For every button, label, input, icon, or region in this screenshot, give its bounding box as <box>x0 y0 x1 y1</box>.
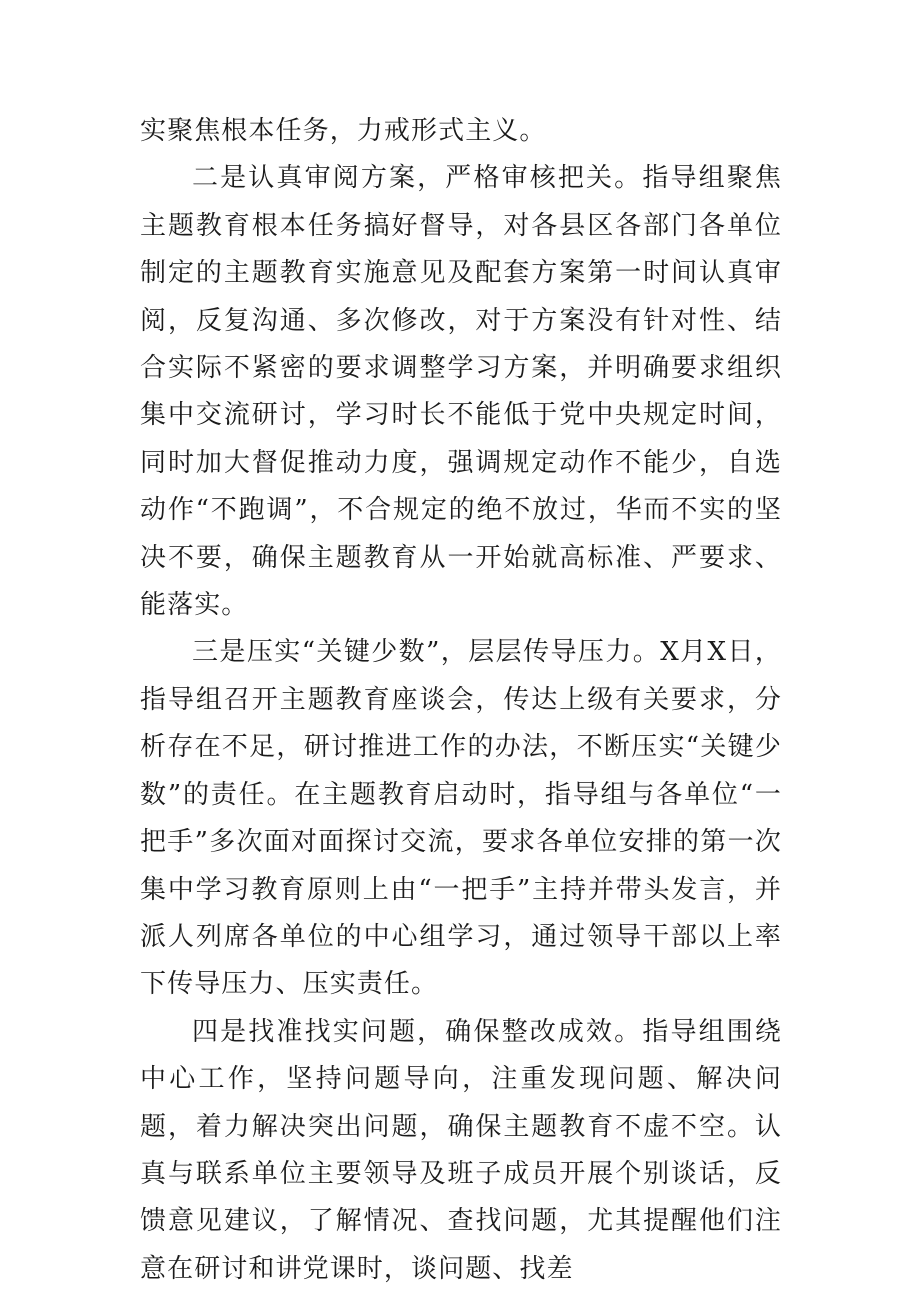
paragraph-review-plans: 二是认真审阅方案，严格审核把关。指导组聚焦主题教育根本任务搞好督导，对各县区各部门各单位制定的主题教育实施意见及配套方案第一时间认真审阅，反复沟通、多次修改，对于方案没有针对性、结合实际不紧密的要求调整学习方案，并明确要求组织集中交流研讨，学习时长不能低于党中央规定时间，同时加大督促推动力度，强调规定动作不能少，自选动作“不跑调”，不合规定的绝不放过，华而不实的坚决不要，确保主题教育从一开始就高标准、严要求、能落实。 <box>140 163 782 621</box>
paragraph-find-problems: 四是找准找实问题，确保整改成效。指导组围绕中心工作，坚持问题导向，注重发现问题、解决问题，着力解决突出问题，确保主题教育不虚不空。认真与联系单位主要领导及班子成员开展个别谈话，反馈意见建议，了解情况、查找问题，尤其提醒他们注意在研讨和讲党课时，谈问题、找差 <box>140 1016 782 1284</box>
paragraph-key-minority: 三是压实“关键少数”，层层传导压力。X月X日，指导组召开主题教育座谈会，传达上级有关要求，分析存在不足，研讨推进工作的办法，不断压实“关键少数”的责任。在主题教育启动时，指导组与各单位“一把手”多次面对面探讨交流，要求各单位安排的第一次集中学习教育原则上由“一把手”主持并带头发言，并派人列席各单位的中心组学习，通过领导干部以上率下传导压力、压实责任。 <box>140 637 782 1000</box>
paragraph-continuation: 实聚焦根本任务，力戒形式主义。 <box>140 116 547 146</box>
document-body <box>140 108 782 1293</box>
